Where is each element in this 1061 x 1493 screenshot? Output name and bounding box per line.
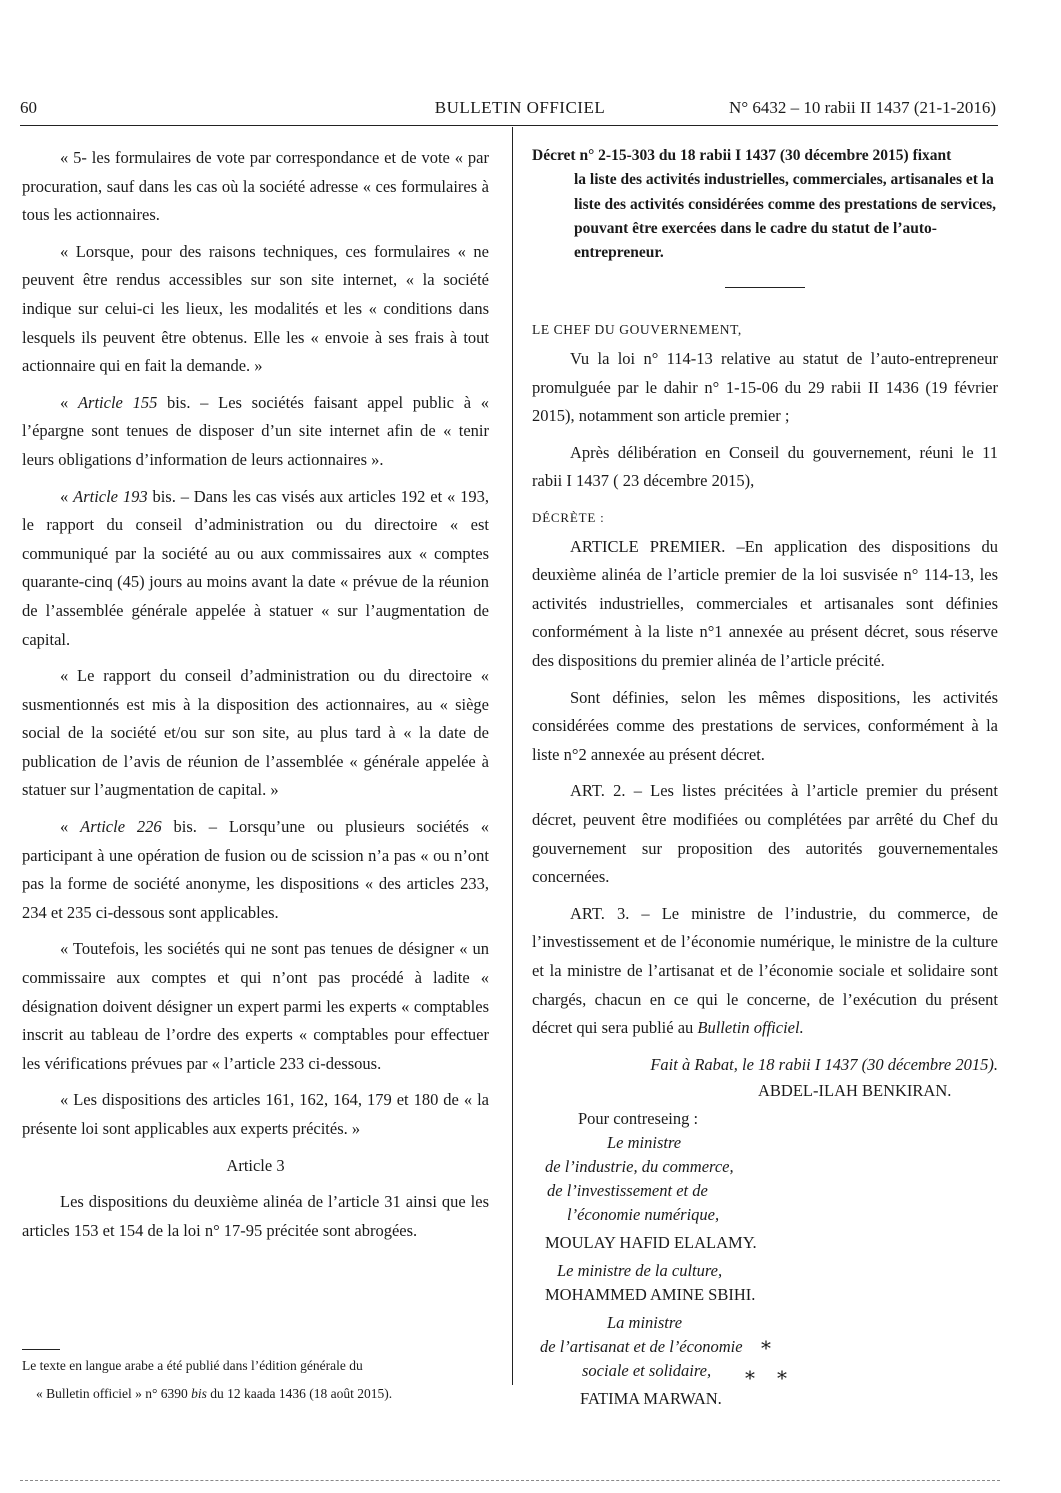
article-reference: Article 226	[80, 817, 162, 837]
star-glyph: *	[761, 1336, 771, 1360]
quote-mark: «	[60, 392, 78, 412]
article-reference: Article 193	[73, 486, 148, 506]
minister-name: FATIMA MARWAN.	[580, 1389, 722, 1409]
apres-paragraph: Après délibération en Conseil du gouvernement, réuni le 11 rabii I 1437 ( 23 décembre 2015),	[532, 442, 998, 491]
article-label: ART. 3.	[570, 903, 630, 923]
paragraph: Les dispositions du deuxième alinéa de l’article 31 ainsi que les articles 153 et 154 de la loi n° 17-95 précitée sont abrogées.	[22, 1192, 489, 1240]
fait-a-rabat: Fait à Rabat, le 18 rabii I 1437 (30 décembre 2015).	[650, 1054, 998, 1074]
paragraph: « Toutefois, les sociétés qui ne sont pas tenues de désigner « un commissaire aux comptes et qui n’ont pas procédé à ladite « désignation doivent désigner un expert parmi les experts « comptables inscrit au tableau de l’ordre des experts « comptables pour effectuer les vérifications prévues par « l’article 233 ci-dessous.	[22, 939, 489, 1073]
paragraph-text: bis. – Les sociétés faisant appel public à « l’épargne sont tenues de disposer d’un site internet afin de « tenir leurs obligations d’information de leurs actionnaires ».	[22, 392, 489, 469]
contreseing-label: Pour contreseing :	[578, 1109, 699, 1129]
article-3	[532, 900, 998, 1043]
countersign-block	[532, 1107, 998, 1411]
minister-title: de l’artisanat et de l’économie	[540, 1337, 743, 1357]
article-2	[532, 777, 998, 891]
sont-paragraph: Sont définies, selon les mêmes dispositions, les activités considérées comme des prestations de services, conformément à la liste n°2 annexée au présent décret.	[532, 687, 998, 764]
right-column	[532, 144, 998, 1411]
minister-name: MOULAY HAFID ELALAMY.	[545, 1233, 757, 1253]
article-text: – Le ministre de l’industrie, du commerce, de l’investissement et de l’économie numérique, le ministre de la culture et la ministre de l’artisanat et de l’économie sociale et solidaire sont chargés, chacun en ce qui le concerne, de l’exécution du présent décret qui sera publié au	[532, 903, 998, 1038]
page-bottom-rule	[20, 1480, 1000, 1481]
bulletin-officiel-ref: Bulletin officiel.	[697, 1018, 804, 1038]
minister-title: Le ministre de la culture,	[557, 1261, 723, 1281]
article-reference: Article 155	[77, 392, 158, 412]
bulletin-title: BULLETIN OFFICIEL	[434, 98, 606, 117]
paragraph-text: bis. – Dans les cas visés aux articles 192 et « 193, le rapport du conseil d’administration ou du directoire « est communiqué par la société au ou aux commissaires aux « comptes quarante-cinq (45) jours au moins avant la date « prévue de la réunion de l’assemblée générale appelée à statuer « sur l’augmentation de capital.	[22, 486, 490, 649]
minister-title: l’économie numérique,	[567, 1205, 720, 1225]
article-text: –En application des dispositions du deuxième alinéa de l’article premier de la loi susvisée n° 114-13, les activités industrielles, commerciales et artisanales sont définies conformément à la liste n°1 annexée au présent décret, sous réserve des dispositions du premier alinéa de l’article précité.	[532, 536, 998, 671]
decree-title	[532, 144, 998, 265]
column-divider	[512, 127, 513, 1385]
decree-title-rest: la liste des activités industrielles, commerciales, artisanales et la liste des activités considérées comme des prestations de services, pouvant être exercées dans le cadre du statut de l’auto-entrepreneur.	[574, 171, 996, 262]
footnote-line	[22, 1380, 492, 1408]
minister-title: de l’industrie, du commerce,	[545, 1157, 734, 1177]
paragraph: « Le rapport du conseil d’administration ou du directoire « susmentionnés est mis à la disposition des actionnaires, au « siège social de la société et/ou sur son site, au plus tard à « la date de publication de l’avis de réunion de l’assemblée « générale appelée à statuer sur l’augmentation de capital. »	[22, 666, 489, 800]
chef-du-gouvernement: LE CHEF DU GOUVERNEMENT,	[532, 322, 742, 338]
minister-title: Le ministre	[607, 1133, 682, 1153]
article-3-heading: Article 3	[226, 1155, 285, 1175]
footnote-line: Le texte en langue arabe a été publié dans l’édition générale du	[22, 1358, 363, 1373]
minister-title: sociale et solidaire,	[582, 1361, 712, 1381]
decree-title-first-line: Décret n° 2-15-303 du 18 rabii I 1437 (30 décembre 2015) fixant	[532, 147, 952, 164]
article-193-paragraph	[22, 483, 489, 655]
minister-title: La ministre	[607, 1313, 683, 1333]
article-label: ART. 2.	[570, 781, 626, 801]
signatory-name: ABDEL-ILAH BENKIRAN.	[758, 1081, 952, 1101]
article-premier	[532, 533, 998, 676]
paragraph: « Lorsque, pour des raisons techniques, ces formulaires « ne peuvent être rendus accessibles sur son site internet, « la société indique sur celui-ci les lieux, les modalités et les « conditions dans lesquels ils peuvent être obtenus. Elle les « envoie à ses frais à tout actionnaire qui en fait la demande. »	[22, 241, 489, 376]
header-rule	[20, 125, 998, 126]
minister-title: de l’investissement et de	[547, 1181, 708, 1201]
page-number: 60	[20, 98, 37, 117]
footnote	[22, 1352, 492, 1408]
article-155-paragraph	[22, 389, 489, 475]
page-header	[20, 98, 1020, 124]
star-glyph: *	[777, 1366, 787, 1390]
paragraph: « Les dispositions des articles 161, 162, 164, 179 et 180 de « la présente loi sont applicables aux experts précités. »	[22, 1090, 489, 1138]
star-glyph: *	[745, 1366, 755, 1390]
footnote-rule	[22, 1349, 60, 1350]
quote-mark: «	[60, 817, 81, 837]
article-label: ARTICLE PREMIER.	[570, 536, 726, 556]
quote-mark: «	[60, 486, 74, 506]
footnote-bis: bis	[191, 1386, 207, 1401]
footnote-text: du 12 kaada 1436 (18 août 2015).	[206, 1386, 393, 1401]
article-226-paragraph	[22, 813, 489, 927]
footnote-text: « Bulletin officiel » n° 6390	[36, 1386, 192, 1401]
issue-info: N° 6432 – 10 rabii II 1437 (21-1-2016)	[729, 98, 996, 117]
minister-name: MOHAMMED AMINE SBIHI.	[545, 1285, 756, 1305]
paragraph: « 5- les formulaires de vote par correspondance et de vote « par procuration, sauf dans les cas où la société adresse « ces formulaires à tous les actionnaires.	[22, 148, 489, 225]
article-text: – Les listes précitées à l’article premier du présent décret, peuvent être modifiées ou complétées par arrêté du Chef du gouvernement sur proposition des autorités gouvernementales concernées.	[532, 781, 998, 887]
vu-paragraph: Vu la loi n° 114-13 relative au statut de l’auto-entrepreneur promulguée par le dahir n° 1-15-06 du 29 rabii II 1436 (19 février 2015), notamment son article premier ;	[532, 349, 998, 426]
title-rule	[725, 287, 805, 288]
left-column	[22, 144, 489, 1245]
paragraph-text: bis. – Lorsqu’une ou plusieurs sociétés « participant à une opération de fusion ou de scission n’a pas « ou n’ont pas la forme de société anonyme, les dispositions « des articles 233, 234 et 235 ci-dessous sont applicables.	[22, 817, 489, 922]
decrete-heading: DÉCRÈTE :	[532, 510, 605, 526]
